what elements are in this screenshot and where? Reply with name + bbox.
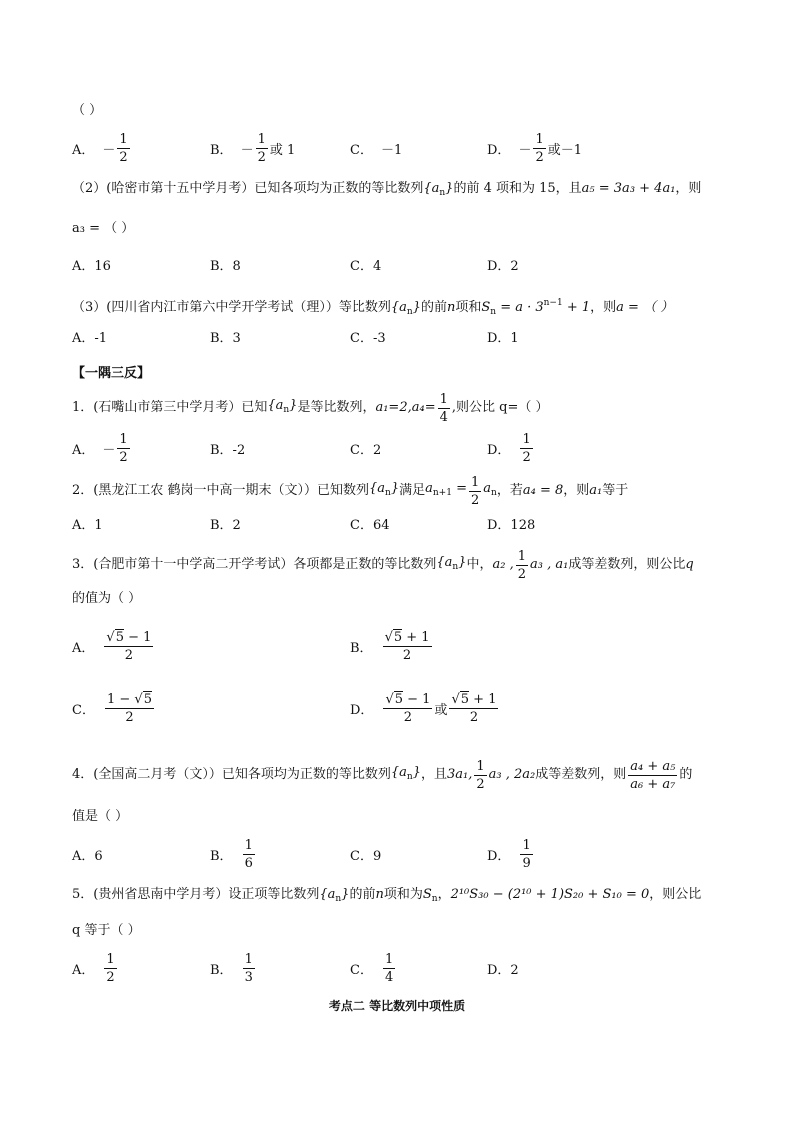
fraction: $\frac{1}{4}$	[439, 391, 448, 425]
fraction: $\frac{1}{2}$	[535, 131, 544, 165]
question-2-line2: a₃ = （ ）	[72, 221, 135, 236]
option-a: A．6	[72, 848, 103, 864]
option-b: B．8	[210, 259, 241, 274]
option-a: A．1	[72, 518, 103, 533]
option-c: C． $\frac{1 - √5}{2}$	[72, 691, 152, 725]
equation: a₅ = 3a₃ + 4a₁	[581, 181, 676, 196]
option-b: B． $\frac{1}{6}$	[210, 837, 253, 871]
problem-2: 2．(黑龙江工农 鹤岗一中高一期末（文））已知数列 $\{a_n\}$ 满足 $a_{n+1}$ = $\frac{1}{2}$ $a_n$ ，若 a₄ = 8 ，则 a₁ 等于	[72, 474, 629, 508]
option-b: B． $\frac{√5 + 1}{2}$	[350, 629, 430, 663]
option-b: B．3	[210, 331, 241, 346]
problem-3: 3．(合肥市第十一中学高二开学考试）各项都是正数的等比数列 $\{a_n\}$ 中， a₂ , $\frac{1}{2}$ a₃ , a₁ 成等差数列，则公比 q	[72, 548, 694, 582]
option-a: A． － $\frac{1}{2}$	[72, 131, 128, 165]
option-d: D． $\frac{√5 - 1}{2}$ 或 $\frac{√5 + 1}{2}$	[350, 691, 497, 725]
options-row-q1	[72, 126, 732, 170]
question-3: （3）(四川省内江市第六中学开学考试（理））等比数列$\{a_n\}$的前n项和$S_n = a \cdot 3^{n-1} + 1$，则a = （ ）	[72, 298, 674, 317]
fraction: $\frac{1}{2}$	[257, 131, 266, 165]
problem-3-line2: 的值为（ ）	[72, 591, 142, 606]
problem-4: 4．(全国高二月考（文））已知各项均为正数的等比数列 $\{a_n\}$ ，且 3a₁, $\frac{1}{2}$ a₃ , 2a₂ 成等差数列，则 $\frac{\text{a₄ + a₅}}{\text{a₆ + a₇}}$ 的	[72, 758, 693, 792]
option-d: D． $\frac{1}{9}$	[487, 837, 531, 871]
option-b: B．-2	[210, 442, 246, 458]
options-row-p1	[72, 426, 732, 470]
answer-paren: （ ）	[72, 103, 103, 118]
option-a: A． $\frac{√5 - 1}{2}$	[72, 629, 152, 663]
option-c: C．64	[350, 518, 390, 533]
section-title: 考点二 等比数列中项性质	[328, 999, 466, 1013]
option-d: D．1	[487, 331, 519, 346]
option-c: C．9	[350, 848, 382, 864]
option-c: C． －1	[350, 142, 403, 158]
problem-4-line2: 值是（ ）	[72, 809, 129, 824]
problem-5: 5．(贵州省思南中学月考）设正项等比数列$\{a_n\}$的前n项和为$S_n$，2¹⁰S₃₀ − (2¹⁰ + 1)S₂₀ + S₁₀ = 0，则公比	[72, 887, 702, 904]
options-row-p3-cd	[72, 686, 732, 730]
option-c: C．2	[350, 442, 382, 458]
option-d: D． $\frac{1}{2}$	[487, 431, 531, 465]
question-2: （2）(哈密市第十五中学月考）已知各项均为正数的等比数列$\{a_n\}$的前 4 项和为 15，且a₅ = 3a₃ + 4a₁，则	[72, 181, 702, 198]
sequence-symbol: $\{a_n\}$	[423, 181, 454, 198]
option-d: D．2	[487, 962, 519, 978]
option-b: B． $\frac{1}{3}$	[210, 951, 253, 985]
option-d: D．2	[487, 259, 519, 274]
option-d: D． － $\frac{1}{2}$ 或－1	[487, 131, 583, 165]
option-a: A．-1	[72, 331, 108, 346]
options-row-p5	[72, 946, 732, 990]
section-heading: 【一隅三反】	[72, 366, 151, 381]
options-row-p3-ab	[72, 624, 732, 668]
option-c: C． $\frac{1}{4}$	[350, 951, 394, 985]
option-c: C．-3	[350, 331, 386, 346]
option-a: A．16	[72, 259, 111, 274]
problem-1: 1．(石嘴山市第三中学月考）已知 $\{a_n\}$ 是等比数列， a₁=2,a₄= $\frac{1}{4}$ ,则公比 q=（ ）	[72, 391, 549, 425]
option-d: D．128	[487, 518, 536, 533]
options-row-p4	[72, 832, 732, 876]
option-b: B．2	[210, 518, 241, 533]
fraction: $\frac{1}{2}$	[119, 131, 128, 165]
problem-5-line2: q 等于（ ）	[72, 923, 141, 938]
option-a: A． $\frac{1}{2}$	[72, 951, 115, 985]
option-a: A． － $\frac{1}{2}$	[72, 431, 128, 465]
option-b: B． － $\frac{1}{2}$ 或 1	[210, 131, 296, 165]
option-c: C．4	[350, 259, 382, 274]
